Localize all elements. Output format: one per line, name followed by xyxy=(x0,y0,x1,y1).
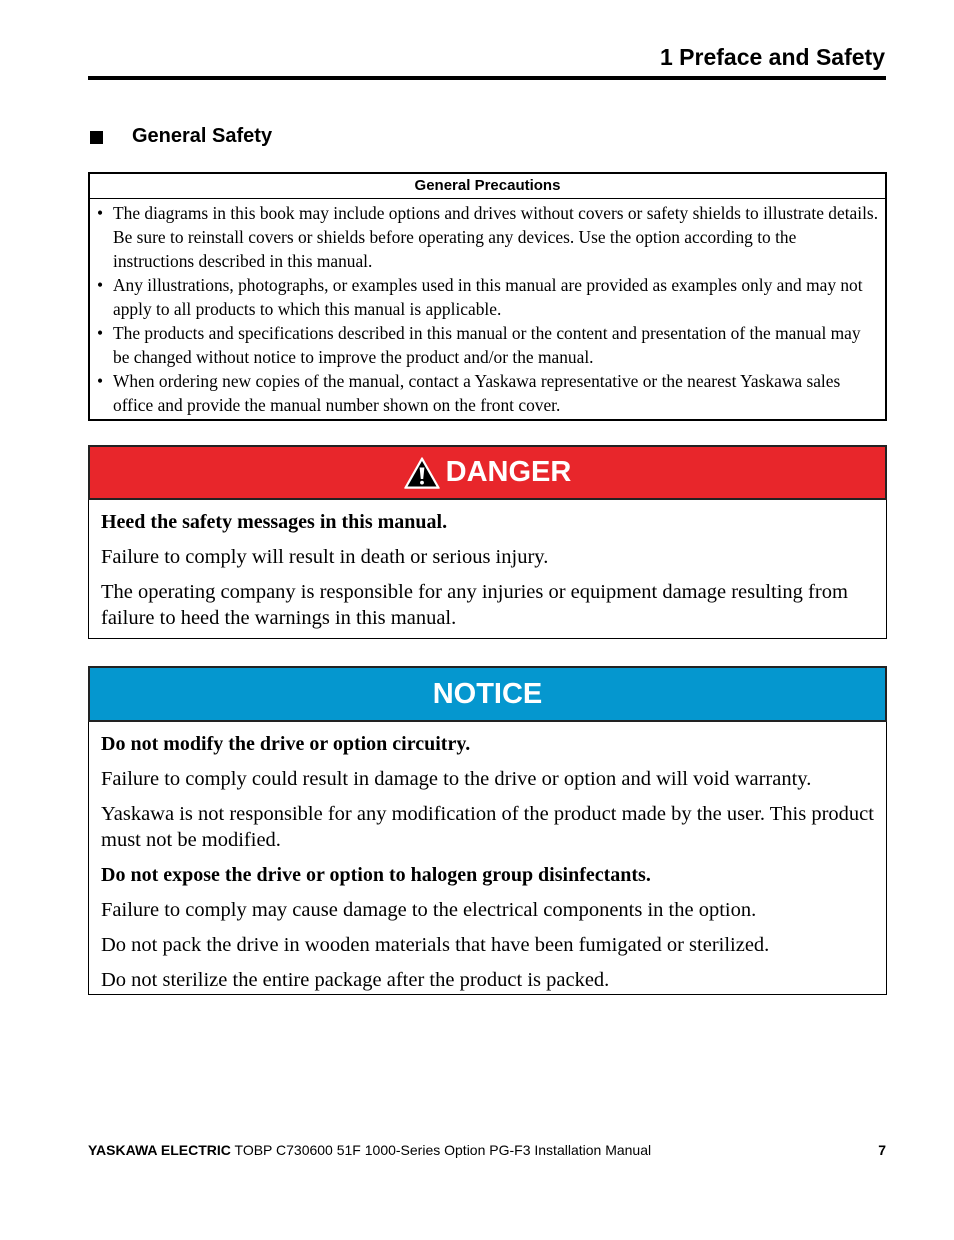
notice-paragraph: Failure to comply could result in damage to the drive or option and will void warranty. xyxy=(101,768,812,790)
precaution-text: The products and specifications described in this manual or the content and presentation of the manual may be changed without notice to improve the product and/or the manual. xyxy=(113,323,861,367)
notice-body xyxy=(89,722,886,993)
notice-paragraph: Yaskawa is not responsible for any modification of the product made by the user. This product must not be modified. xyxy=(101,803,874,851)
notice-paragraph: Failure to comply may cause damage to the electrical components in the option. xyxy=(101,899,757,921)
page-footer xyxy=(88,1142,886,1158)
precaution-text: Any illustrations, photographs, or examples used in this manual are provided as examples only and may not apply to all products to which this manual is applicable. xyxy=(113,275,863,319)
notice-lead: Do not expose the drive or option to halogen group disinfectants. xyxy=(101,864,651,886)
footer-document: TOBP C730600 51F 1000-Series Option PG-F3 Installation Manual xyxy=(234,1142,652,1158)
precautions-heading: General Precautions xyxy=(90,174,885,199)
notice-box xyxy=(88,666,887,995)
warning-triangle-icon xyxy=(404,457,440,489)
precaution-text: The diagrams in this book may include options and drives without covers or safety shields to illustrate details. Be sure to reinstall covers or shields before operating any devices. Use the option according to the instructions described in this manual. xyxy=(113,203,879,271)
danger-lead: Heed the safety messages in this manual. xyxy=(101,511,448,533)
section-title: General Safety xyxy=(132,125,273,147)
bullet: • xyxy=(97,371,104,391)
danger-header xyxy=(88,445,887,500)
danger-box xyxy=(88,445,887,639)
notice-title: NOTICE xyxy=(432,677,543,710)
precautions-list xyxy=(90,199,885,417)
bullet: • xyxy=(97,323,104,343)
bullet: • xyxy=(97,203,104,223)
header-rule xyxy=(88,76,886,80)
precaution-item xyxy=(96,369,879,417)
notice-paragraph: Do not pack the drive in wooden materials that have been fumigated or sterilized. xyxy=(101,934,770,956)
precaution-item xyxy=(96,201,879,273)
footer-brand: YASKAWA ELECTRIC xyxy=(88,1142,231,1158)
danger-body xyxy=(89,500,886,631)
danger-paragraph: The operating company is responsible for any injuries or equipment damage resulting from failure to heed the warnings in this manual. xyxy=(101,581,848,629)
notice-paragraph: Do not sterilize the entire package after the product is packed. xyxy=(101,969,610,991)
danger-paragraph: Failure to comply will result in death or serious injury. xyxy=(101,546,549,568)
general-precautions-box xyxy=(88,172,887,421)
precaution-text: When ordering new copies of the manual, contact a Yaskawa representative or the nearest Yaskawa sales office and provide the manual number shown on the front cover. xyxy=(113,371,841,415)
precaution-item xyxy=(96,321,879,369)
precaution-item xyxy=(96,273,879,321)
notice-header xyxy=(88,666,887,722)
danger-title: DANGER xyxy=(445,456,572,488)
bullet: • xyxy=(97,275,104,295)
page-number: 7 xyxy=(878,1142,886,1158)
notice-lead: Do not modify the drive or option circuitry. xyxy=(101,733,471,755)
chapter-title: 1 Preface and Safety xyxy=(659,44,885,70)
section-marker xyxy=(90,131,103,144)
